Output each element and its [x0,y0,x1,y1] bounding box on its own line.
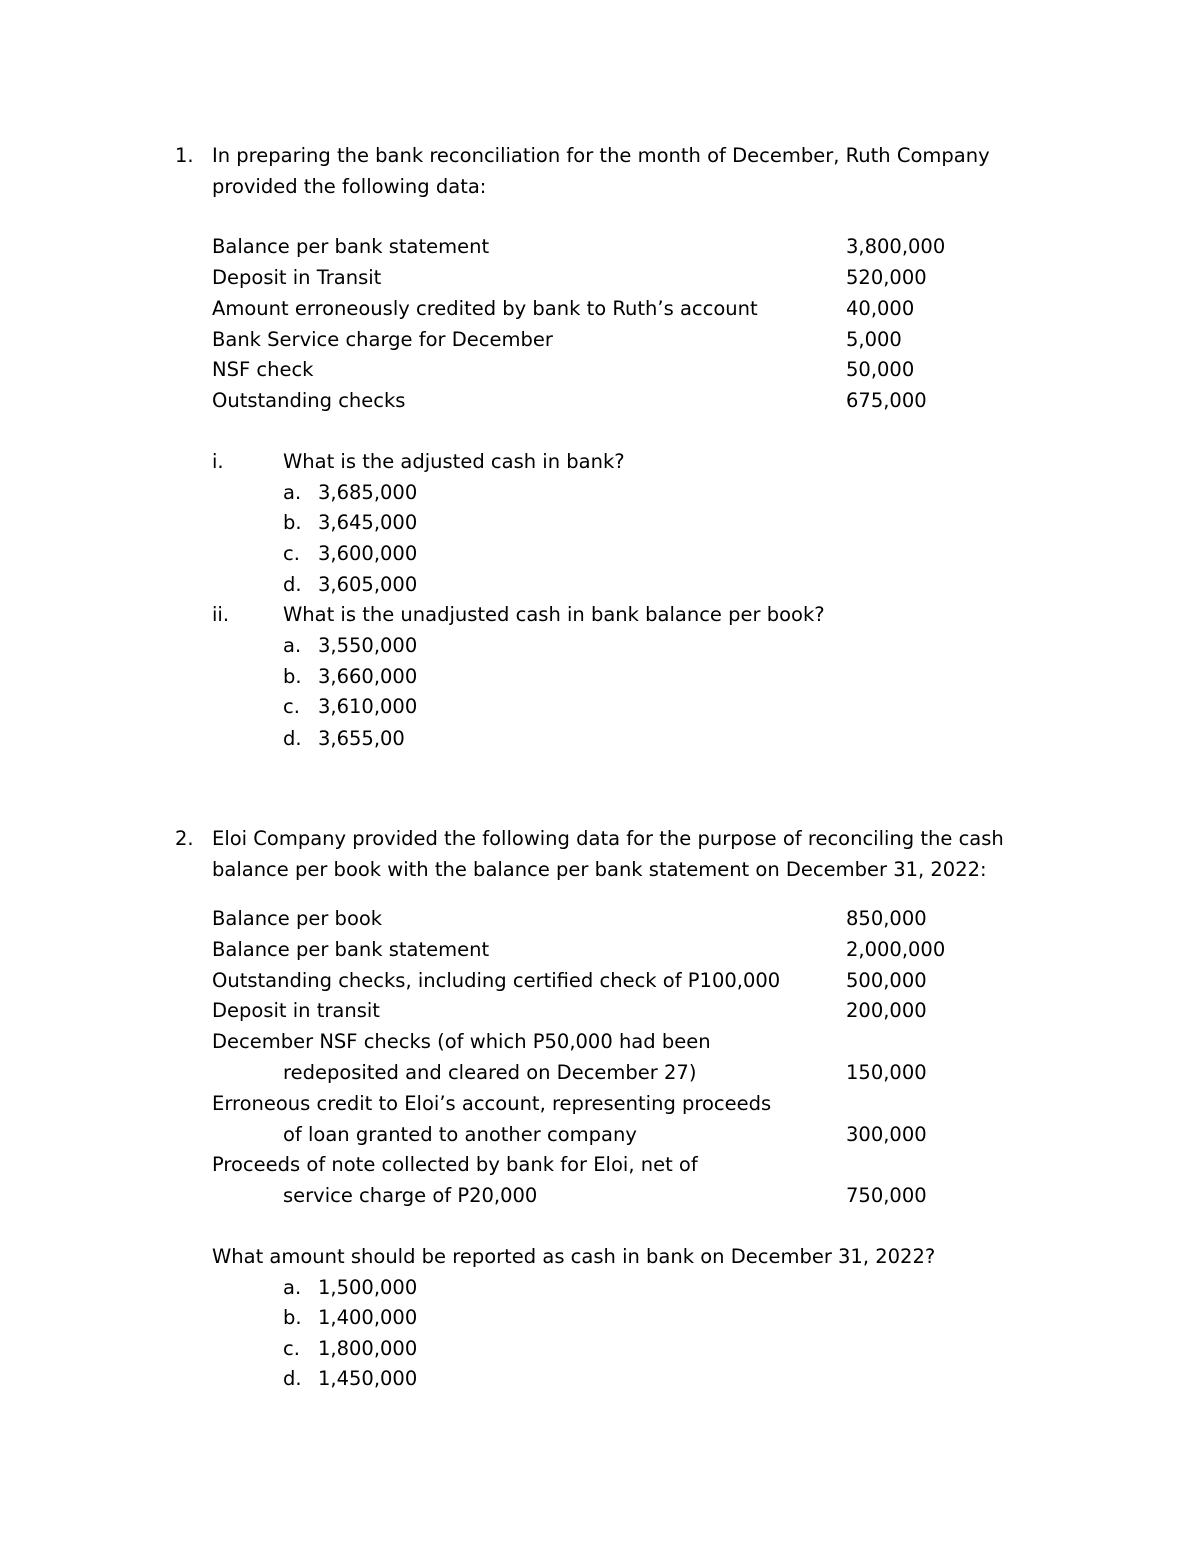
option-letter: c. [283,695,300,718]
data-value: 50,000 [846,358,915,381]
option-value: 3,645,000 [318,511,418,534]
data-value: 150,000 [846,1061,927,1084]
data-label: Balance per bank statement [212,938,490,961]
option-letter: c. [283,1337,300,1360]
data-label: Deposit in transit [212,999,380,1022]
question-intro: Eloi Company provided the following data for the purpose of reconciling the cash [212,827,1004,850]
option-letter: d. [283,1367,302,1390]
data-value: 520,000 [846,266,927,289]
question-number: 1. [175,144,194,167]
question-text: What amount should be reported as cash in bank on December 31, 2022? [212,1245,936,1268]
data-label-continued: redeposited and cleared on December 27) [283,1061,697,1084]
option-value: 3,655,00 [318,727,405,750]
option-letter: d. [283,573,302,596]
option-letter: a. [283,481,302,504]
option-value: 1,450,000 [318,1367,418,1390]
sub-question-numeral: ii. [212,603,230,626]
data-value: 750,000 [846,1184,927,1207]
data-label: Outstanding checks, including certified check of P100,000 [212,969,781,992]
data-label: Proceeds of note collected by bank for Eloi, net of [212,1153,698,1176]
data-value: 500,000 [846,969,927,992]
option-value: 3,550,000 [318,634,418,657]
sub-question-text: What is the unadjusted cash in bank balance per book? [283,603,825,626]
data-value: 5,000 [846,328,902,351]
data-label: Deposit in Transit [212,266,382,289]
option-letter: a. [283,634,302,657]
data-label: Balance per book [212,907,383,930]
data-value: 3,800,000 [846,235,946,258]
data-value: 675,000 [846,389,927,412]
data-label: Erroneous credit to Eloi’s account, representing proceeds [212,1092,772,1115]
question-intro: In preparing the bank reconciliation for the month of December, Ruth Company [212,144,990,167]
sub-question-text: What is the adjusted cash in bank? [283,450,625,473]
option-letter: b. [283,1306,302,1329]
option-letter: a. [283,1276,302,1299]
option-value: 1,800,000 [318,1337,418,1360]
data-label: Balance per bank statement [212,235,490,258]
option-letter: b. [283,511,302,534]
option-value: 3,600,000 [318,542,418,565]
option-letter: c. [283,542,300,565]
data-value: 850,000 [846,907,927,930]
question-intro: balance per book with the balance per bank statement on December 31, 2022: [212,858,987,881]
option-value: 3,605,000 [318,573,418,596]
data-label-continued: service charge of P20,000 [283,1184,538,1207]
data-value: 40,000 [846,297,915,320]
data-value: 2,000,000 [846,938,946,961]
option-value: 3,610,000 [318,695,418,718]
data-label: Outstanding checks [212,389,406,412]
question-number: 2. [175,827,194,850]
option-value: 3,685,000 [318,481,418,504]
option-value: 1,500,000 [318,1276,418,1299]
data-label: NSF check [212,358,314,381]
data-value: 300,000 [846,1123,927,1146]
data-label: Amount erroneously credited by bank to Ruth’s account [212,297,758,320]
option-letter: d. [283,727,302,750]
data-value: 200,000 [846,999,927,1022]
question-intro: provided the following data: [212,175,487,198]
data-label: December NSF checks (of which P50,000 had been [212,1030,711,1053]
data-label: Bank Service charge for December [212,328,553,351]
option-letter: b. [283,665,302,688]
option-value: 3,660,000 [318,665,418,688]
sub-question-numeral: i. [212,450,224,473]
data-label-continued: of loan granted to another company [283,1123,637,1146]
option-value: 1,400,000 [318,1306,418,1329]
